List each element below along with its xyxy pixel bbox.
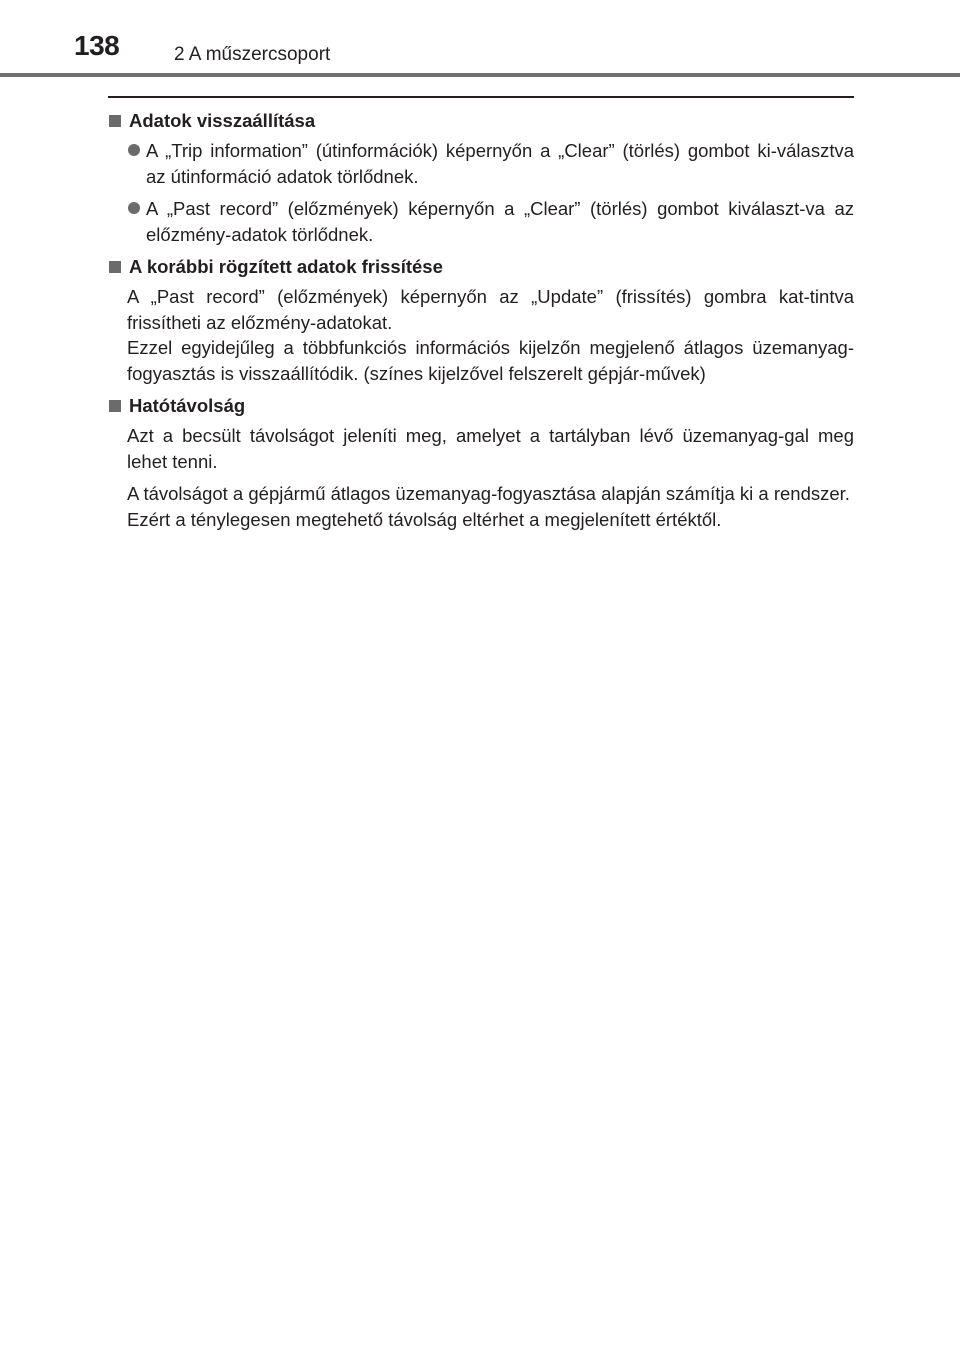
section-divider	[108, 96, 854, 98]
section-heading	[108, 393, 854, 419]
list-item	[108, 138, 854, 189]
list-item-text: A „Past record” (előzmények) képernyőn a „Clear” (törlés) gombot kiválaszt-va az előzmény-adatok törlődnek.	[146, 198, 854, 245]
paragraph-text: A távolságot a gépjármű átlagos üzemanyag-fogyasztása alapján számítja ki a rendszer.	[127, 483, 850, 504]
list-item	[108, 196, 854, 247]
paragraph	[108, 423, 854, 474]
page-content	[108, 96, 854, 539]
square-bullet-icon	[109, 115, 121, 127]
paragraph	[108, 481, 854, 532]
paragraph-text: Ezért a ténylegesen megtehető távolság eltérhet a megjelenített értéktől.	[127, 508, 722, 530]
section-heading-text: A korábbi rögzített adatok frissítése	[129, 256, 443, 277]
section-heading-text: Adatok visszaállítása	[129, 110, 316, 131]
chapter-title: 2 A műszercsoport	[174, 44, 331, 65]
list-item-text: A „Trip information” (útinformációk) képernyőn a „Clear” (törlés) gombot ki-választva az útinformáció adatok törlődnek.	[146, 140, 854, 187]
paragraph	[108, 284, 854, 386]
round-bullet-icon	[128, 144, 140, 156]
paragraph-text: Ezzel egyidejűleg a többfunkciós információs kijelzőn megjelenő átlagos üzemanyag-fogyasztás is visszaállítódik. (színes kijelzővel felszerelt gépjár-művek)	[127, 337, 854, 384]
section-heading-text: Hatótávolság	[129, 395, 246, 416]
round-bullet-icon	[128, 202, 140, 214]
page-number: 138	[74, 30, 120, 61]
page-header	[0, 0, 960, 80]
section-heading	[108, 108, 854, 134]
square-bullet-icon	[109, 400, 121, 412]
section-heading	[108, 254, 854, 280]
paragraph-text: Azt a becsült távolságot jeleníti meg, amelyet a tartályban lévő üzemanyag-gal meg lehet tenni.	[127, 425, 854, 472]
header-divider	[0, 73, 960, 77]
square-bullet-icon	[109, 261, 121, 273]
paragraph-text: A „Past record” (előzmények) képernyőn az „Update” (frissítés) gombra kat-tintva frissítheti az előzmény-adatokat.	[127, 286, 854, 333]
